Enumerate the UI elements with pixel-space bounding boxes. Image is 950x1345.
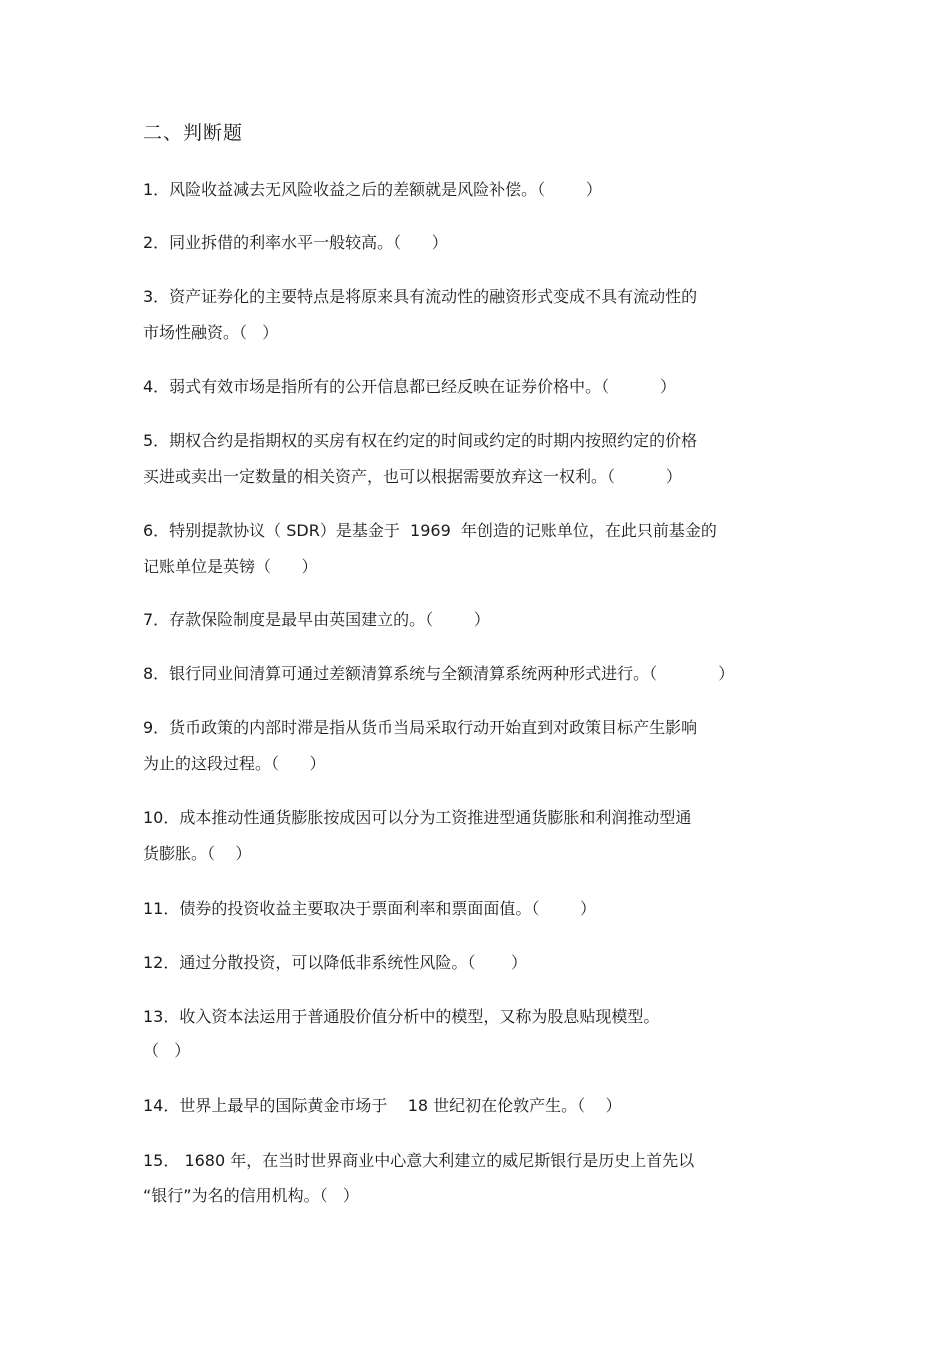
question-9-line-1: 9．货币政策的内部时滞是指从货币当局采取行动开始直到对政策目标产生影响 — [143, 718, 698, 737]
question-12-line-1: 12．通过分散投资，可以降低非系统性风险。（ ） — [143, 953, 527, 972]
question-6-line-2: 记账单位是英镑（ ） — [143, 557, 318, 576]
question-13-line-1: 13．收入资本法运用于普通股价值分析中的模型，又称为股息贴现模型。 — [143, 1007, 660, 1026]
question-8-line-1: 8．银行同业间清算可通过差额清算系统与全额清算系统两种形式进行。（ ） — [143, 664, 735, 683]
question-5-line-2: 买进或卖出一定数量的相关资产，也可以根据需要放弃这一权利。（ ） — [143, 467, 682, 486]
question-11-line-1: 11．债券的投资收益主要取决于票面利率和票面面值。（ ） — [143, 899, 597, 918]
question-6-line-1: 6．特别提款协议（ SDR）是基金于 1969 年创造的记账单位，在此只前基金的 — [143, 521, 717, 540]
question-15-line-1: 15． 1680 年，在当时世界商业中心意大利建立的威尼斯银行是历史上首先以 — [143, 1151, 695, 1170]
question-9-line-2: 为止的这段过程。（ ） — [143, 754, 326, 773]
question-2-line-1: 2．同业拆借的利率水平一般较高。（ ） — [143, 233, 448, 252]
question-15-line-2: “银行”为名的信用机构。（ ） — [143, 1186, 359, 1205]
question-4-line-1: 4．弱式有效市场是指所有的公开信息都已经反映在证券价格中。（ ） — [143, 377, 677, 396]
question-1-line-1: 1．风险收益减去无风险收益之后的差额就是风险补偿。（ ） — [143, 180, 602, 199]
question-5-line-1: 5．期权合约是指期权的买房有权在约定的时间或约定的时期内按照约定的价格 — [143, 431, 698, 450]
question-3-line-1: 3．资产证券化的主要特点是将原来具有流动性的融资形式变成不具有流动性的 — [143, 287, 698, 306]
question-10-line-2: 货膨胀。（ ） — [143, 844, 252, 863]
question-10-line-1: 10．成本推动性通货膨胀按成因可以分为工资推进型通货膨胀和利润推动型通 — [143, 808, 692, 827]
question-14-line-1: 14．世界上最早的国际黄金市场于 18 世纪初在伦敦产生。（ ） — [143, 1096, 622, 1115]
question-3-line-2: 市场性融资。（ ） — [143, 323, 279, 342]
question-7-line-1: 7．存款保险制度是最早由英国建立的。（ ） — [143, 610, 490, 629]
section-title: 二、判断题 — [143, 122, 244, 144]
question-13-line-2: （ ） — [143, 1041, 191, 1060]
